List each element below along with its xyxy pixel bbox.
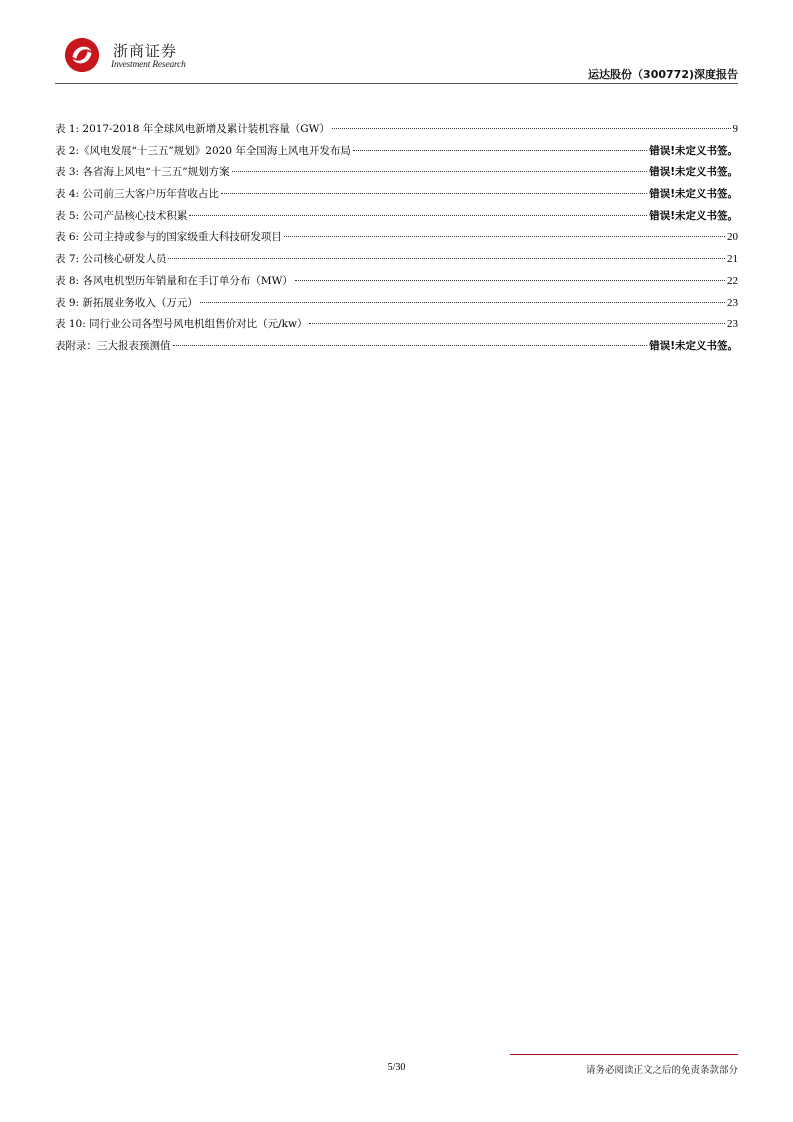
toc-entry-page: 错误!未定义书签。 (649, 188, 738, 201)
toc-leader-dots (173, 345, 648, 346)
toc-entry-label: 表 10: 同行业公司各型号风电机组售价对比（元/kw） (55, 318, 308, 331)
toc-leader-dots (295, 280, 725, 281)
report-title: 运达股份（300772)深度报告 (588, 68, 738, 81)
toc-entry-label: 表 4: 公司前三大客户历年营收占比 (55, 188, 219, 201)
toc-entry-page: 错误!未定义书签。 (649, 339, 738, 352)
toc-entry-page: 9 (732, 123, 738, 135)
toc-entry-label: 表 3: 各省海上风电“十三五”规划方案 (55, 166, 230, 179)
toc-entry-page: 20 (727, 231, 738, 244)
disclaimer-text: 请务必阅读正文之后的免责条款部分 (585, 1065, 738, 1076)
toc-entry[interactable] (55, 293, 738, 315)
toc-leader-dots (221, 193, 647, 194)
toc-leader-dots (232, 171, 648, 172)
toc-entry[interactable] (55, 119, 738, 141)
toc-entry-page: 错误!未定义书签。 (649, 166, 738, 179)
toc-entry[interactable] (55, 249, 738, 271)
toc-leader-dots (353, 150, 647, 151)
page-header (55, 36, 738, 84)
brand-subtitle: Investment Research (111, 60, 186, 70)
toc-leader-dots (284, 236, 725, 237)
toc-entry[interactable] (55, 206, 738, 228)
toc-entry-page: 错误!未定义书签。 (649, 209, 738, 222)
brand-name: 浙商证券 (113, 42, 178, 60)
toc-entry-label: 表 6: 公司主持或参与的国家级重大科技研发项目 (55, 231, 282, 244)
toc-entry[interactable] (55, 162, 738, 184)
toc-leader-dots (309, 323, 725, 324)
header-divider (55, 83, 738, 84)
toc-entry-page: 23 (727, 296, 738, 309)
toc-entry-page: 错误!未定义书签。 (649, 144, 738, 157)
toc-leader-dots (200, 302, 725, 303)
toc-entry[interactable] (55, 184, 738, 206)
toc-entry-page: 21 (727, 253, 738, 266)
toc-entry-page: 22 (727, 274, 738, 287)
toc-entry-label: 表 8: 各风电机型历年销量和在手订单分布（MW） (55, 274, 293, 287)
toc-leader-dots (189, 215, 647, 216)
footer-divider (510, 1054, 738, 1055)
toc-leader-dots (168, 258, 725, 259)
toc-entry-label: 表 9: 新拓展业务收入（万元） (55, 296, 198, 309)
toc-entry-label: 表 5: 公司产品核心技术积累 (55, 209, 188, 222)
toc-entry[interactable] (55, 314, 738, 336)
toc-entry-label: 表 7: 公司核心研发人员 (55, 253, 167, 266)
page-number: 5/30 (387, 1062, 406, 1073)
toc-entry-label: 表 1: 2017-2018 年全球风电新增及累计装机容量（GW） (55, 123, 330, 135)
toc-entry[interactable] (55, 141, 738, 163)
toc-entry[interactable] (55, 227, 738, 249)
toc-entry[interactable] (55, 336, 738, 358)
table-of-contents (55, 119, 738, 358)
toc-entry[interactable] (55, 271, 738, 293)
company-logo (63, 36, 101, 74)
toc-entry-label: 表附录：三大报表预测值 (55, 339, 171, 352)
toc-entry-page: 23 (727, 318, 738, 331)
toc-entry-label: 表 2:《风电发展“十三五”规划》2020 年全国海上风电开发布局 (55, 144, 351, 157)
toc-leader-dots (332, 128, 731, 129)
